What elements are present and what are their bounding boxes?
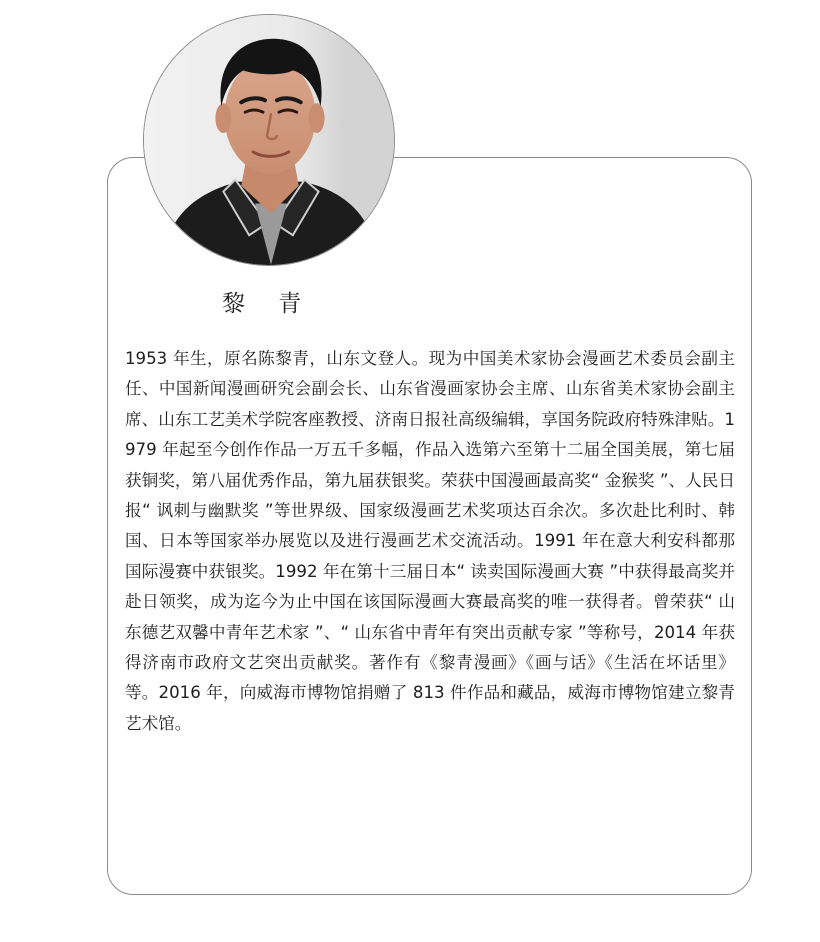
person-name: 黎 青 [222,291,315,317]
portrait-illustration [144,15,394,265]
portrait-photo [143,14,395,266]
biography-text: 1953 年生，原名陈黎青，山东文登人。现为中国美术家协会漫画艺术委员会副主任、中国新闻漫画研究会副会长、山东省漫画家协会主席、山东省美术家协会副主席、山东工艺美术学院客座教授、济南日报社高级编辑，享国务院政府特殊津贴。1979 年起至今创作作品一万五千多幅，作品入选第六至第十二届全国美展，第七届获铜奖，第八届优秀作品，第九届获银奖。荣获中国漫画最高奖“ 金猴奖 ”、人民日报“ 讽刺与幽默奖 ”等世界级、国家级漫画艺术奖项达百余次。多次赴比利时、韩国、日本等国家举办展览以及进行漫画艺术交流活动。1991 年在意大利安科都那国际漫赛中获银奖。1992 年在第十三届日本“ 读卖国际漫画大赛 ”中获得最高奖并赴日领奖，成为迄今为止中国在该国际漫画大赛最高奖的唯一获得者。曾荣获“ 山东德艺双馨中青年艺术家 ”、“ 山东省中青年有突出贡献专家 ”等称号，2014 年获得济南市政府文艺突出贡献奖。著作有《黎青漫画》《画与话》《生活在坏话里》等。2016 年，向威海市博物馆捐赠了 813 件作品和藏品，威海市博物馆建立黎青艺术馆。 [125,349,735,733]
